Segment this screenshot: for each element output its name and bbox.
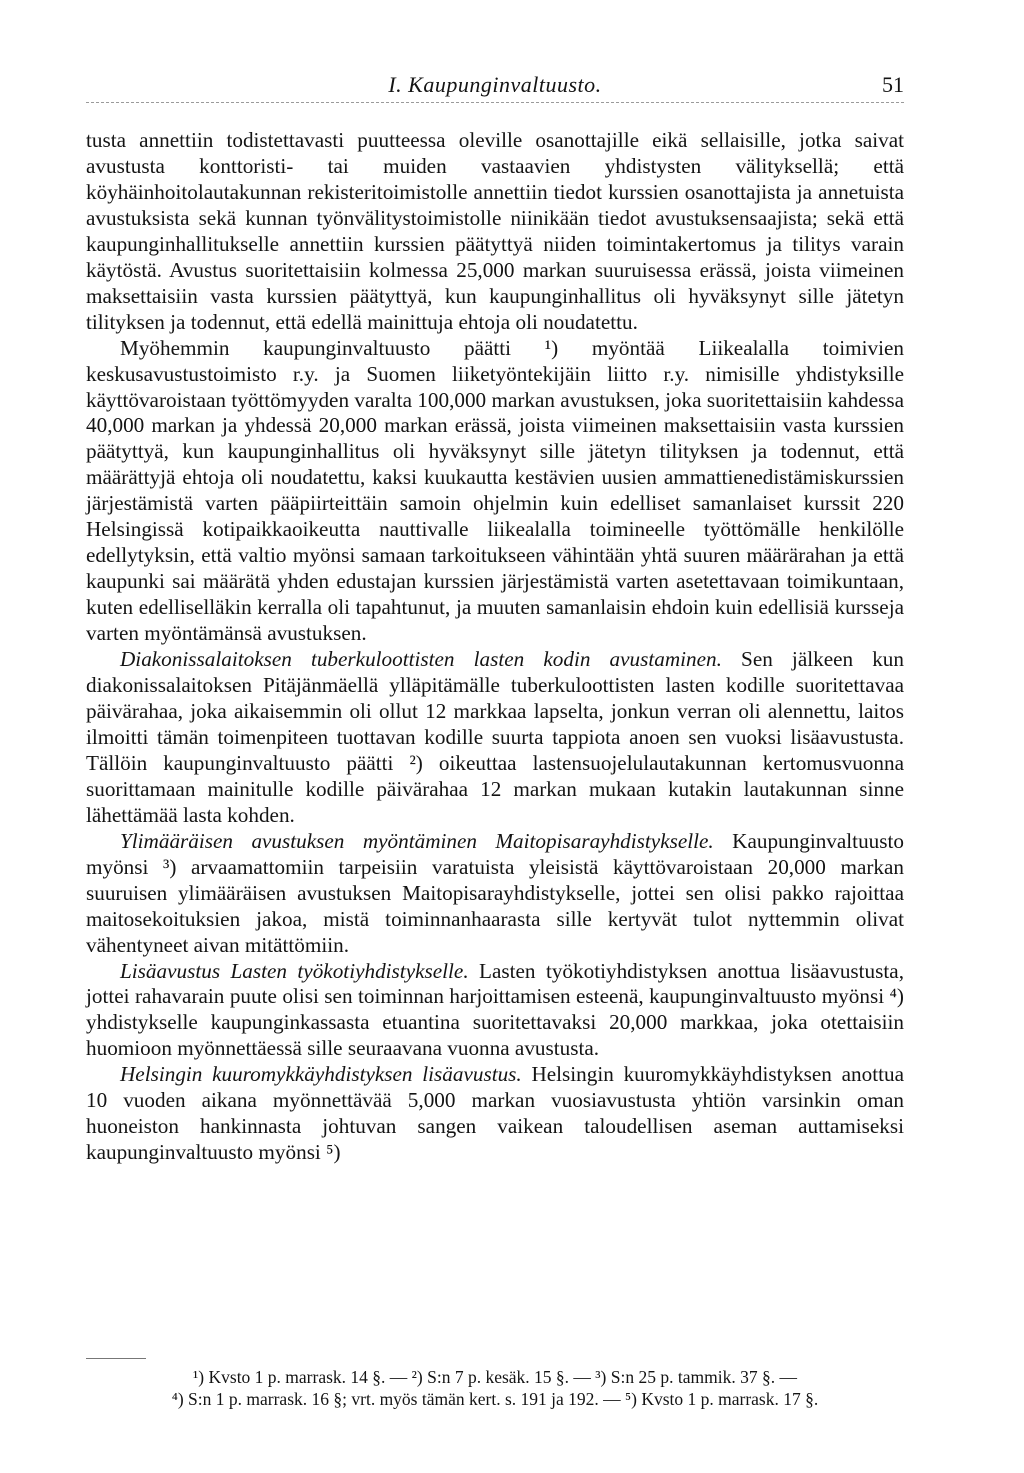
- section-heading: Diakonissalaitoksen tuberkuloottisten lasten kodin avustaminen.: [120, 647, 722, 672]
- paragraph-kaupunginvaltuusto-decision: [86, 336, 904, 647]
- paragraph-continuation: [86, 128, 904, 336]
- paragraph-kuuromykka: [86, 1062, 904, 1166]
- paragraph-text: tusta annettiin todistettavasti puutteessa oleville osanottajille eikä sellaisille, jotka saivat avustusta konttoristi- tai muiden vastaavien yhdistysten välityksellä; että köyhäinhoitolautakunnan rekisteritoimistolle annettiin tiedot kurssien osanottajista ja annetuista avustuksista sekä kunnan työnvälitystoimistolle niinikään tiedot avustuksensaajista; sekä että kaupunginhallitukselle annettiin kurssien päätyttyä niiden toimintakertomus ja tilitys varain käytöstä. Avustus suoritettaisiin kolmessa 25,000 markan suuruisessa erässä, joista viimeinen maksettaisiin vasta kurssien päätyttyä, kun kaupunginhallitus oli hyväksynyt sille jätetyn tilityksen ja todennut, että edellä mainittuja ehtoja oli noudatettu.: [86, 128, 904, 334]
- paragraph-lasten-tyokoti: [86, 959, 904, 1063]
- section-heading: Lisäavustus Lasten työkotiyhdistykselle.: [120, 958, 469, 983]
- paragraph-text: Kaupunginvaltuusto myönsi ³) arvaamattomiin tarpeisiin varatuista yleisistä käyttövaroistaan 20,000 markan suuruisen ylimääräisen avustuksen Maitopisarayhdistykselle, jottei sen olisi pakko rajoittaa maitosekoituksien jakoa, mistä toiminnanhaarasta sille kertyvät tulot nyttemmin olivat vähentyneet aivan mitättömiin.: [86, 828, 904, 957]
- paragraph-text: Myöhemmin kaupunginvaltuusto päätti ¹) myöntää Liikealalla toimivien keskusavustustoimisto r.y. ja Suomen liiketyöntekijäin liitto r.y. nimisille yhdistyksille käyttövaroistaan työttömyyden varalta 100,000 markan avustuksen, joka suoritettaisiin kahdessa 40,000 markan ja yhdessä 20,000 markan erässä, joista viimeinen maksettaisiin vasta kurssien päätyttyä, kun kaupunginhallitus oli hyväksynyt sille jätetyn tilityksen ja todennut, että määrättyjä ehtoja oli noudatettu, kaksi kuukautta kestävien uusien ammattienedistämiskurssien järjestämistä varten pääpiirteittäin samoin ohjelmin kuin edelliset samanlaiset kurssit 220 Helsingissä kotipaikkaoikeutta nauttivalle liikealalla toimineelle työttömälle henkilölle edellytyksin, että valtio myönsi samaan tarkoitukseen vähintään yhtä suuren määrärahan ja että kaupunki sai määrätä yhden edustajan kurssien järjestämistä varten asetettavaan toimikuntaan, kuten edelliselläkin kerralla oli tapahtunut, ja muuten samanlaisin ehdoin kuin edellisiä kursseja varten myöntämänsä avustuksen.: [86, 335, 904, 646]
- body-text: [86, 128, 904, 1166]
- paragraph-diakonissalaitos: [86, 647, 904, 829]
- paragraph-text: Sen jälkeen kun diakonissalaitoksen Pitäjänmäellä ylläpitämälle tuberkuloottisten lasten kodille suoritettavaa päivärahaa, joka aikaisemmin oli ollut 12 markkaa lapselta, jonkun verran oli alennettu, laitos ilmoitti tämän toimenpiteen tuottavan kodille suurta tappiota anoen sen vuoksi lisäavustusta. Tällöin kaupunginvaltuusto päätti ²) oikeuttaa lastensuojelulautakunnan kertomusvuonna suorittamaan mainitulle kodille päivärahaa 12 markan mukaan kutakin lautakunnan sinne lähettämää lasta kohden.: [86, 647, 904, 827]
- paragraph-maitopisara: [86, 829, 904, 959]
- footnote-line: ¹) Kvsto 1 p. marrask. 14 §. — ²) S:n 7 p. kesäk. 15 §. — ³) S:n 25 p. tammik. 37 §. —: [193, 1367, 797, 1387]
- paragraph-text: Helsingin kuuromykkäyhdistyksen anottua 10 vuoden aikana myönnettävää 5,000 markan vuosiavustusta yhtiön varsinkin oman huoneiston hankinnasta johtuvan sangen vaikean taloudellisen aseman auttamiseksi kaupunginvaltuusto myönsi ⁵): [86, 1062, 904, 1165]
- paragraph-text: Lasten työkotiyhdistyksen anottua lisäavustusta, jottei rahavarain puute olisi sen toiminnan harjoittamisen esteenä, kaupunginvaltuusto myönsi ⁴) yhdistykselle kaupunginkassasta etuantina suoritettavaksi 20,000 markkaa, joka otettaisiin huomioon myönnettäessä sille seuraavana vuonna avustusta.: [86, 958, 904, 1061]
- footnote-line: ⁴) S:n 1 p. marrask. 16 §; vrt. myös tämän kert. s. 191 ja 192. — ⁵) Kvsto 1 p. marrask. 17 §.: [171, 1389, 819, 1409]
- footnotes: [86, 1366, 904, 1410]
- section-heading: Helsingin kuuromykkäyhdistyksen lisäavustus.: [120, 1062, 522, 1087]
- header-rule: [86, 102, 904, 103]
- header-title: I. Kaupunginvaltuusto.: [388, 72, 602, 97]
- running-header: [86, 72, 904, 100]
- page-number: 51: [882, 72, 904, 97]
- footnote-rule: [86, 1358, 146, 1359]
- section-heading: Ylimääräisen avustuksen myöntäminen Maitopisarayhdistykselle.: [120, 828, 714, 853]
